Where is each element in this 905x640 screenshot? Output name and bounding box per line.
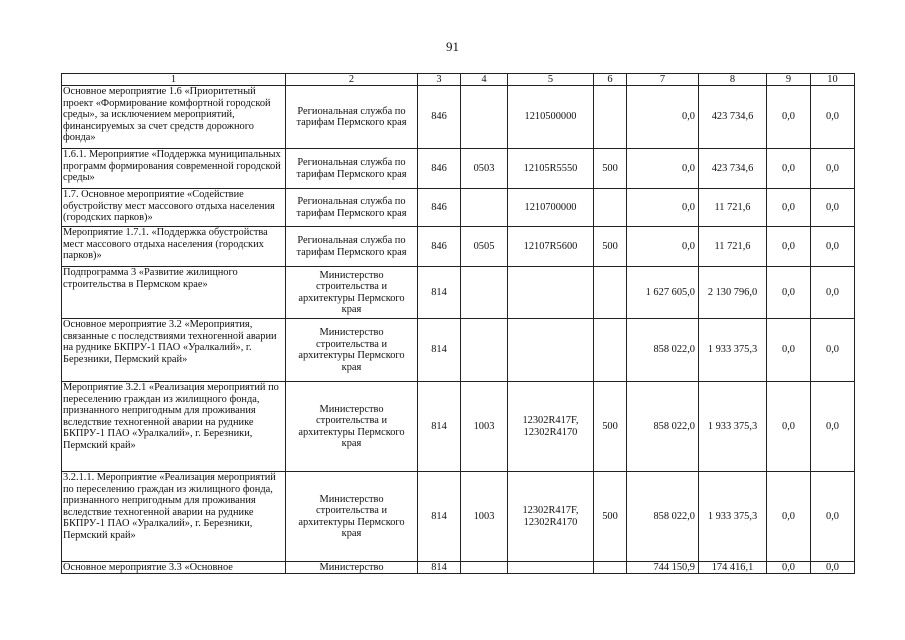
cell-rzpr: 1003: [461, 382, 508, 472]
cell-rzpr: [461, 562, 508, 574]
cell-grbs: 814: [418, 562, 461, 574]
cell-executor: Министерство строительства и архитектуры Пермского края: [286, 319, 418, 382]
cell-vr: 500: [594, 227, 627, 267]
cell-col10: 0,0: [811, 189, 855, 227]
cell-executor: Региональная служба по тарифам Пермского края: [286, 86, 418, 149]
cell-grbs: 846: [418, 149, 461, 189]
cell-vr: [594, 189, 627, 227]
cell-col7: 0,0: [627, 227, 699, 267]
cell-grbs: 814: [418, 267, 461, 319]
cell-col8: 11 721,6: [699, 227, 767, 267]
cell-name: Основное мероприятие 1.6 «Приоритетный проект «Формирование комфортной городской среды», за исключением мероприятий, финансируемых за счет средств дорожного фонда»: [62, 86, 286, 149]
cell-rzpr: [461, 86, 508, 149]
cell-col10: 0,0: [811, 382, 855, 472]
cell-csr: [508, 562, 594, 574]
cell-col10: 0,0: [811, 562, 855, 574]
cell-col10: 0,0: [811, 149, 855, 189]
cell-vr: [594, 319, 627, 382]
cell-grbs: 846: [418, 86, 461, 149]
table-row: [62, 189, 855, 227]
cell-grbs: 846: [418, 189, 461, 227]
cell-name: Основное мероприятие 3.2 «Мероприятия, связанные с последствиями техногенной аварии на руднике БКПРУ-1 ПАО «Уралкалий», г. Березники, Пермский край»: [62, 319, 286, 382]
cell-grbs: 846: [418, 227, 461, 267]
cell-executor: Министерство строительства и архитектуры Пермского края: [286, 472, 418, 562]
cell-csr: 12302R417F, 12302R4170: [508, 472, 594, 562]
cell-col8: 423 734,6: [699, 86, 767, 149]
cell-executor: Министерство строительства и архитектуры Пермского края: [286, 382, 418, 472]
cell-rzpr: [461, 267, 508, 319]
cell-col10: 0,0: [811, 319, 855, 382]
column-header: 1: [62, 74, 286, 86]
cell-col9: 0,0: [767, 227, 811, 267]
cell-csr: 1210500000: [508, 86, 594, 149]
cell-col8: 423 734,6: [699, 149, 767, 189]
cell-name: Основное мероприятие 3.3 «Основное: [62, 562, 286, 574]
table-row: [62, 267, 855, 319]
cell-name: 1.6.1. Мероприятие «Поддержка муниципальных программ формирования современной городской среды»: [62, 149, 286, 189]
column-header: 10: [811, 74, 855, 86]
cell-csr: [508, 267, 594, 319]
cell-col9: 0,0: [767, 382, 811, 472]
cell-vr: [594, 86, 627, 149]
cell-col7: 744 150,9: [627, 562, 699, 574]
cell-csr: 12302R417F, 12302R4170: [508, 382, 594, 472]
cell-col7: 0,0: [627, 149, 699, 189]
cell-name: Подпрограмма 3 «Развитие жилищного строительства в Пермском крае»: [62, 267, 286, 319]
column-header: 4: [461, 74, 508, 86]
cell-executor: Министерство: [286, 562, 418, 574]
table-row: [62, 149, 855, 189]
cell-col7: 0,0: [627, 86, 699, 149]
cell-col8: 11 721,6: [699, 189, 767, 227]
cell-name: Мероприятие 3.2.1 «Реализация мероприятий по переселению граждан из жилищного фонда, признанного непригодным для проживания вследствие техногенной аварии на руднике БКПРУ-1 ПАО «Уралкалий», г. Березники, Пермский край»: [62, 382, 286, 472]
cell-vr: [594, 267, 627, 319]
cell-col9: 0,0: [767, 319, 811, 382]
cell-name: Мероприятие 1.7.1. «Поддержка обустройства мест массового отдыха населения (городских парков)»: [62, 227, 286, 267]
cell-col7: 858 022,0: [627, 472, 699, 562]
cell-col8: 174 416,1: [699, 562, 767, 574]
cell-grbs: 814: [418, 382, 461, 472]
cell-col10: 0,0: [811, 227, 855, 267]
cell-col9: 0,0: [767, 562, 811, 574]
column-header: 3: [418, 74, 461, 86]
cell-col8: 2 130 796,0: [699, 267, 767, 319]
cell-grbs: 814: [418, 319, 461, 382]
cell-col10: 0,0: [811, 86, 855, 149]
header-row: [62, 74, 855, 86]
cell-executor: Региональная служба по тарифам Пермского края: [286, 149, 418, 189]
table-row: [62, 86, 855, 149]
table-row: [62, 562, 855, 574]
cell-rzpr: 0505: [461, 227, 508, 267]
column-header: 6: [594, 74, 627, 86]
page-number: 91: [446, 39, 459, 54]
table-row: [62, 227, 855, 267]
column-header: 7: [627, 74, 699, 86]
cell-col8: 1 933 375,3: [699, 382, 767, 472]
cell-grbs: 814: [418, 472, 461, 562]
cell-col9: 0,0: [767, 472, 811, 562]
cell-col9: 0,0: [767, 86, 811, 149]
cell-col7: 858 022,0: [627, 319, 699, 382]
cell-rzpr: 1003: [461, 472, 508, 562]
cell-col7: 1 627 605,0: [627, 267, 699, 319]
cell-name: 3.2.1.1. Мероприятие «Реализация мероприятий по переселению граждан из жилищного фонда, признанного непригодным для проживания вследствие техногенной аварии на руднике БКПРУ-1 ПАО «Уралкалий», г. Березники, Пермский край»: [62, 472, 286, 562]
cell-rzpr: 0503: [461, 149, 508, 189]
cell-col7: 0,0: [627, 189, 699, 227]
cell-executor: Министерство строительства и архитектуры Пермского края: [286, 267, 418, 319]
cell-vr: 500: [594, 149, 627, 189]
table-row: [62, 382, 855, 472]
cell-col7: 858 022,0: [627, 382, 699, 472]
cell-name: 1.7. Основное мероприятие «Содействие обустройству мест массового отдыха населения (городских парков)»: [62, 189, 286, 227]
cell-csr: 12105R5550: [508, 149, 594, 189]
column-header: 8: [699, 74, 767, 86]
cell-executor: Региональная служба по тарифам Пермского края: [286, 227, 418, 267]
column-header: 2: [286, 74, 418, 86]
budget-table: [61, 73, 855, 574]
table-row: [62, 319, 855, 382]
cell-col8: 1 933 375,3: [699, 472, 767, 562]
cell-col9: 0,0: [767, 267, 811, 319]
cell-vr: [594, 562, 627, 574]
cell-csr: 12107R5600: [508, 227, 594, 267]
cell-executor: Региональная служба по тарифам Пермского края: [286, 189, 418, 227]
cell-col10: 0,0: [811, 472, 855, 562]
cell-col10: 0,0: [811, 267, 855, 319]
cell-rzpr: [461, 189, 508, 227]
cell-vr: 500: [594, 382, 627, 472]
cell-col9: 0,0: [767, 149, 811, 189]
cell-col9: 0,0: [767, 189, 811, 227]
table-row: [62, 472, 855, 562]
column-header: 5: [508, 74, 594, 86]
cell-col8: 1 933 375,3: [699, 319, 767, 382]
cell-csr: [508, 319, 594, 382]
cell-rzpr: [461, 319, 508, 382]
cell-csr: 1210700000: [508, 189, 594, 227]
column-header: 9: [767, 74, 811, 86]
cell-vr: 500: [594, 472, 627, 562]
